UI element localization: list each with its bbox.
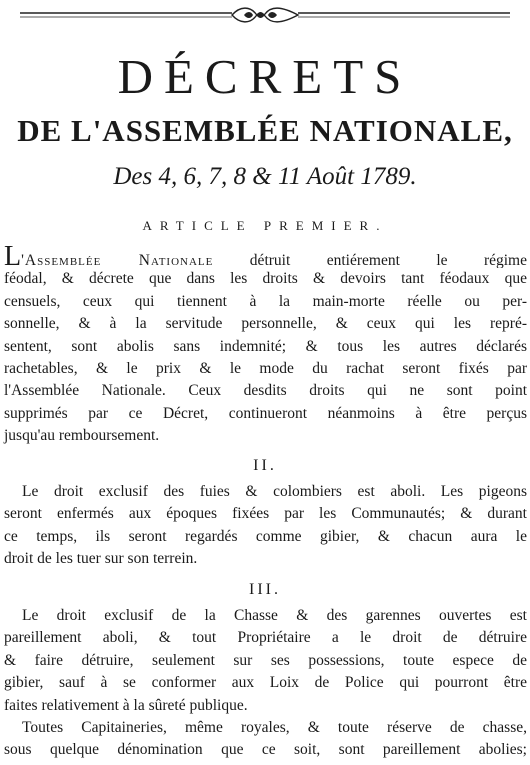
text-line: gibier, sauf à se conformer aux Loix de Police qui pourront être [4,674,527,692]
article-premier-heading: ARTICLE PREMIER. [142,218,388,233]
lead-smallcaps: 'Assemblée Nationale [21,252,214,269]
text-line: supprimés par ce Décret, continueront néanmoins à être perçus [4,404,527,422]
text-line: & faire détruire, seulement sur ses possessions, toute espece de [4,651,527,669]
article-2-heading: II. [253,457,277,474]
text-line: censuels, ceux qui tiennent à la main-morte réelle ou per- [4,292,527,310]
document-subtitle: DE L'ASSEMBLÉE NATIONALE, [17,113,513,148]
text-line: Toutes Capitaineries, même royales, & toute réserve de chasse, [22,718,527,736]
text-line: sentent, sont abolis sans indemnité; & tous les autres déclarés [4,337,527,355]
text-line: féodal, & décrete que dans les droits & devoirs tant féodaux que [4,270,527,288]
text-line: droit de les tuer sur son terrein. [4,550,198,568]
text-line: jusqu'au remboursement. [4,427,160,445]
text-line: rachetables, & le prix & le mode du rachat seront fixés par [4,359,527,377]
text-line: seront enfermés aux époques fixées par les Communautés; & durant [4,505,527,523]
article-3-body [0,605,530,762]
text-line: Le droit exclusif de la Chasse & des garennes ouvertes est [22,607,527,624]
text-line: faites relativement à la sûreté publique. [4,696,248,714]
ornament-icon [0,4,530,26]
drop-cap: L [4,246,22,269]
text-line-content: détruit entiérement le régime [213,252,527,269]
text-line: sonnelle, & à la servitude personnelle, & ceux qui les repré- [4,315,527,333]
document-title: DÉCRETS [117,49,413,104]
article-3-heading: III. [249,581,281,598]
text-line: Le droit exclusif des fuies & colombiers est aboli. Les pigeons [22,483,527,500]
text-line [0,246,530,268]
text-line: sous quelque dénomination que ce soit, sont pareillement abolies; [4,741,527,759]
text-line: ce temps, ils seront regardés comme gibier, & chacun aura le [4,527,527,545]
text-line: l'Assemblée Nationale. Ceux desdits droits qui ne sont point [4,382,527,400]
article-premier-body [0,246,530,448]
document-dateline: Des 4, 6, 7, 8 & 11 Août 1789. [113,163,417,190]
text-line: pareillement aboli, & tout Propriétaire a le droit de détruire [4,629,527,647]
article-2-body [0,481,530,571]
